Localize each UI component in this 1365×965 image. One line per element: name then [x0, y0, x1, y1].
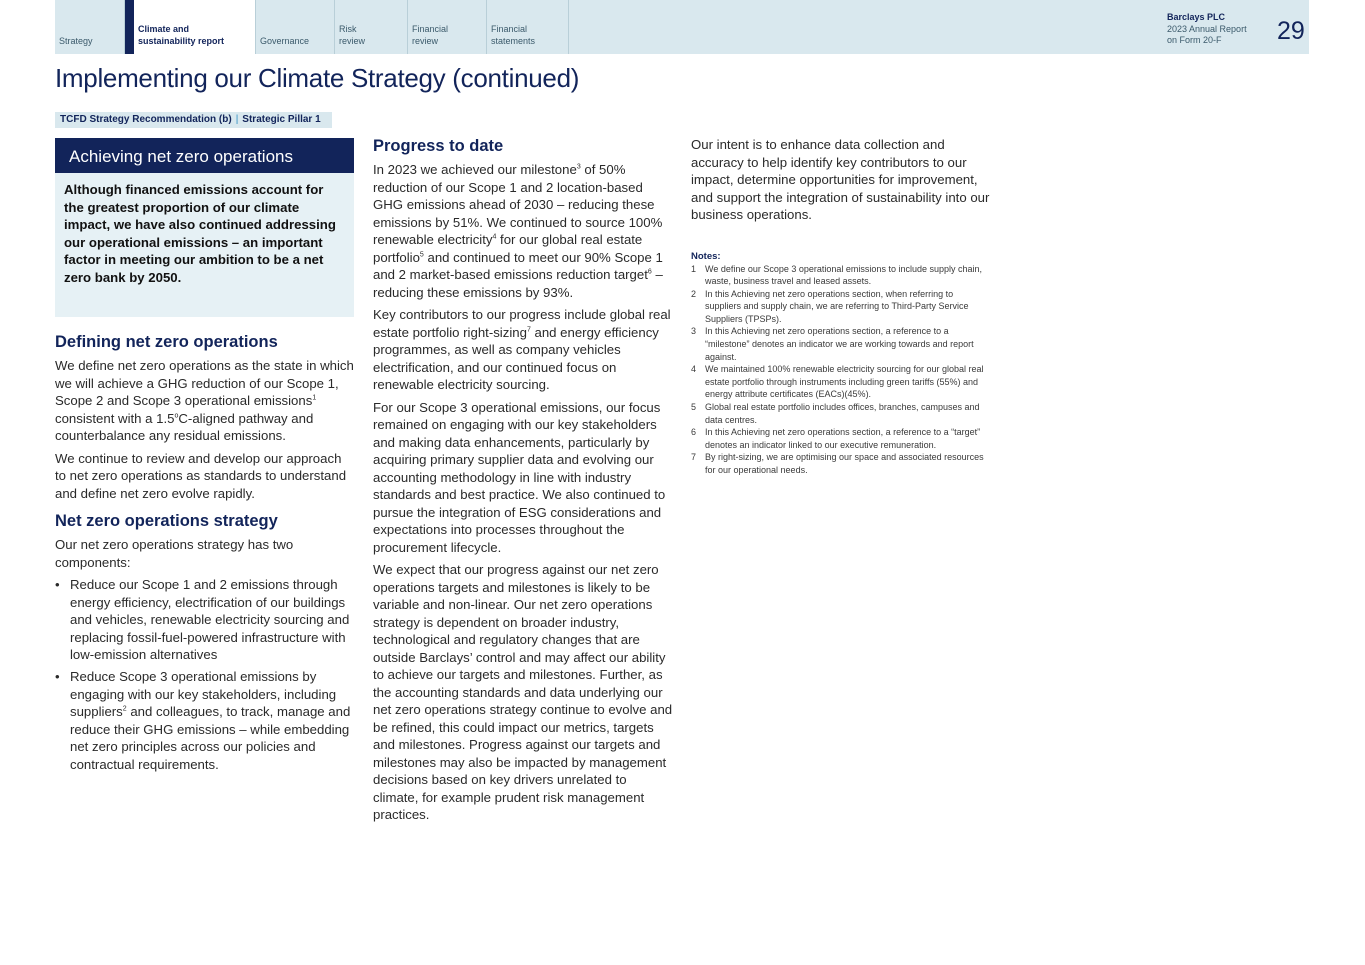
tcfd-recommendation: TCFD Strategy Recommendation (b): [60, 114, 232, 125]
note-text: In this Achieving net zero operations section, when referring to suppliers and supply chain, we are referring to Third-Party Service Suppliers (TPSPs).: [705, 288, 969, 324]
section-nav-bar: [55, 0, 1309, 54]
note-item: [691, 426, 991, 451]
notes-list: [691, 263, 991, 477]
text-run: C-aligned pathway and counterbalance any residual emissions.: [55, 410, 314, 443]
degree-mark: o: [174, 412, 179, 420]
right-column: [691, 136, 991, 477]
footnote-ref: 3: [576, 163, 581, 171]
progress-paragraph-4: We expect that our progress against our net zero operations targets and milestones is likely to be variable and non-linear. Our net zero operations strategy is dependent on broader industry, technological and regulatory changes that are outside Barclays’ control and may affect our ability to achieve our targets and milestones. Further, as the accounting standards and data underlying our net zero operations strategy continue to evolve and be refined, this could impact our metrics, targets and milestones. Progress against our targets and milestones may also be impacted by management decisions based on key drivers unrelated to climate, for example prudent risk management practices.: [373, 562, 673, 822]
text-run: We define net zero operations as the state in which we will achieve a GHG reduction of our Scope 1, Scope 2 and Scope 3 operational emissions: [55, 358, 354, 408]
note-item: [691, 363, 991, 401]
tab-label: Financial: [491, 24, 528, 34]
tab-label: Climate and: [138, 24, 190, 34]
strategy-heading: Net zero operations strategy: [55, 512, 278, 530]
intent-paragraph: Our intent is to enhance data collection and accuracy to help identify key contributors to our impact, determine opportunities for improvement, and support the integration of sustainability into our business operations.: [691, 137, 990, 222]
footnote-ref: 6: [647, 268, 652, 276]
left-column: [55, 333, 355, 778]
note-item: [691, 325, 991, 363]
note-number: 1: [691, 263, 697, 274]
note-text: Global real estate portfolio includes offices, branches, campuses and data centres.: [705, 402, 980, 425]
note-text: In this Achieving net zero operations section, a reference to a “milestone” denotes an indicator we are working towards and report against.: [705, 326, 974, 362]
text-run: – reducing these emissions by 93%.: [373, 267, 663, 300]
middle-column: [373, 137, 675, 824]
footnote-ref: 5: [419, 251, 424, 259]
report-form: on Form 20-F: [1167, 35, 1222, 45]
note-number: 6: [691, 427, 697, 438]
tab-financial-review[interactable]: [408, 0, 487, 54]
strategy-components-list: [55, 576, 355, 773]
text-run: for our global real estate portfolio: [373, 232, 643, 265]
notes-heading: Notes:: [691, 250, 721, 262]
note-item: [691, 263, 991, 288]
brand-name: Barclays PLC: [1167, 12, 1226, 22]
text-run: In 2023 we achieved our milestone: [373, 162, 577, 177]
footnote-ref: 7: [526, 326, 531, 334]
tcfd-tag: [55, 112, 332, 128]
active-tab-indicator: [125, 0, 134, 54]
tab-label: Governance: [260, 36, 310, 46]
note-item: [691, 401, 991, 426]
progress-paragraph-2: [373, 306, 675, 394]
note-text: In this Achieving net zero operations section, a reference to a “target” denotes an indicator linked to our executive remuneration.: [705, 427, 981, 450]
page-number: 29: [1277, 17, 1305, 45]
tab-risk-review[interactable]: [335, 0, 408, 54]
list-item: [55, 668, 355, 773]
tab-governance[interactable]: [256, 0, 335, 54]
strategy-intro: Our net zero operations strategy has two components:: [55, 537, 294, 570]
note-number: 3: [691, 326, 697, 337]
tab-climate-sustainability-report[interactable]: [125, 0, 256, 54]
progress-paragraph-3: For our Scope 3 operational emissions, our focus remained on engaging with our key stakeholders and making data enhancements, particularly by acquiring primary supplier data and evolving our accounting methodology in line with industry standards and best practice. We also continued to pursue the integration of ESG considerations and expectations into processes throughout the procurement lifecycle.: [373, 399, 666, 555]
note-text: We define our Scope 3 operational emissions to include supply chain, waste, business travel and leased assets.: [705, 263, 983, 287]
note-number: 7: [691, 452, 697, 463]
note-text: We maintained 100% renewable electricity sourcing for our global real estate portfolio through instruments including green tariffs (55%) and energy attribute certificates (EACs)(45%).: [705, 364, 984, 400]
footnote-ref: 4: [492, 233, 497, 241]
text-run: Reduce Scope 3 operational emissions by engaging with our key stakeholders, including suppliers: [70, 669, 337, 719]
callout-heading: Achieving net zero operations: [55, 138, 354, 173]
text-run: and energy efficiency programmes, as well as company vehicles electrification, and our continued focus on renewable electricity sourcing.: [373, 324, 659, 392]
progress-heading: Progress to date: [373, 137, 504, 155]
text-run: and colleagues, to track, manage and reduce their GHG emissions – while embedding net zero principles across our policies and contractual requirements.: [70, 704, 351, 772]
defining-heading: Defining net zero operations: [55, 333, 278, 351]
text-run: and continued to meet our 90% Scope 1 and 2 market-based emissions reduction target: [373, 249, 663, 282]
callout-text: Although financed emissions account for the greatest proportion of our climate impact, we have also continued addressing our operational emissions – an important factor in meeting our ambition to be a net zero bank by 2050.: [64, 182, 336, 285]
text-run: consistent with a 1.5: [55, 410, 175, 426]
defining-paragraph-1: [55, 357, 355, 445]
text-run: Key contributors to our progress include global real estate portfolio right-sizing: [373, 307, 671, 340]
note-number: 2: [691, 288, 697, 299]
page-title: Implementing our Climate Strategy (continued): [55, 63, 580, 93]
tab-label: Strategy: [59, 36, 93, 46]
tab-label: review: [339, 36, 366, 46]
report-name: 2023 Annual Report: [1167, 23, 1247, 34]
tab-strategy[interactable]: [55, 0, 125, 54]
footnote-ref: 1: [312, 394, 317, 402]
tag-separator: |: [235, 114, 239, 125]
tab-label: sustainability report: [138, 36, 225, 46]
note-item: [691, 451, 991, 476]
note-text: By right-sizing, we are optimising our space and associated resources for our operational needs.: [705, 452, 984, 475]
tab-label: review: [412, 36, 439, 46]
tab-label: statements: [491, 36, 536, 46]
list-item: • Reduce our Scope 1 and 2 emissions through energy efficiency, electrification of our buildings and vehicles, renewable electricity sourcing and replacing fossil-fuel-powered infrastructure with low-emission alternatives: [55, 576, 355, 664]
strategic-pillar: Strategic Pillar 1: [242, 114, 321, 125]
footnote-ref: 2: [122, 705, 127, 713]
tab-label: Financial: [412, 24, 449, 34]
report-brand: [1167, 12, 1247, 47]
progress-paragraph-1: [373, 161, 675, 301]
note-item: [691, 288, 991, 326]
note-number: 5: [691, 402, 697, 413]
tab-label: Risk: [339, 24, 357, 34]
note-number: 4: [691, 364, 697, 375]
defining-paragraph-2: We continue to review and develop our approach to net zero operations as standards to understand and define net zero evolve rapidly.: [55, 450, 347, 501]
callout-body: [55, 173, 354, 317]
text-run: of 50% reduction of our Scope 1 and 2 location-based GHG emissions ahead of 2030 – reducing these emissions by 51%. We continued to source 100% renewable electricity: [373, 162, 663, 247]
tab-financial-statements[interactable]: [487, 0, 569, 54]
